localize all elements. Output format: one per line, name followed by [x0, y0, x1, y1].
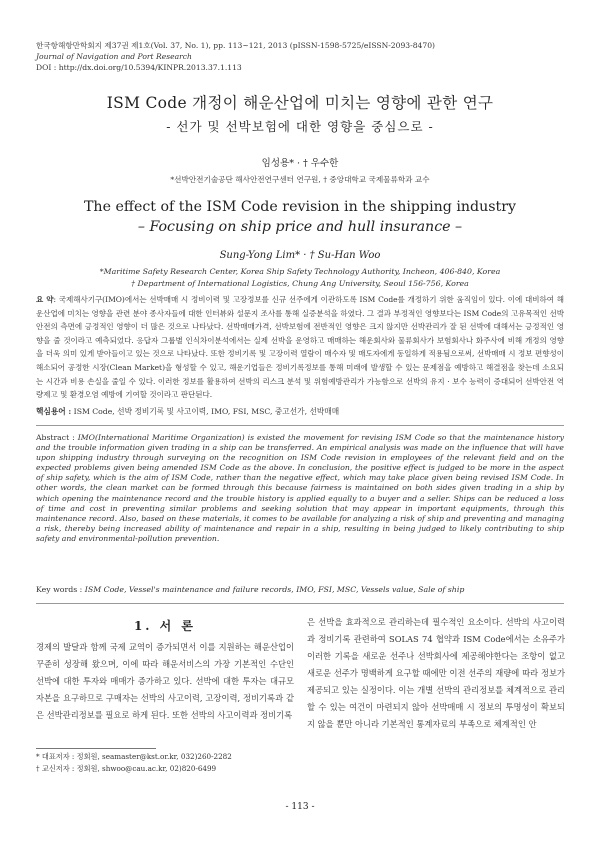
keywords-english [36, 585, 564, 594]
footnotes [36, 751, 232, 775]
footnote-corresponding: * 대표저자 : 정회원, seamaster@kst.or.kr, 032)260-2282 [36, 752, 232, 761]
keywords-korean-text: ISM Code, 선박 정비기록 및 사고이력, IMO, FSI, MSC, 중고선가, 선박매매 [71, 407, 340, 416]
page-number: - 113 - [285, 802, 315, 812]
keywords-english-label: Key words : [36, 585, 83, 594]
abstract-english-label: Abstract : [36, 433, 75, 442]
affiliations-korean: *선박안전기술공단 해사안전연구센터 연구원, † 중앙대학교 국제물류학과 교수 [170, 175, 430, 184]
footnote-divider [36, 748, 156, 749]
journal-header [36, 40, 435, 73]
abstract-korean-label: 요 약 [36, 295, 54, 304]
body-column-left: 경제의 발달과 함께 국제 교역이 증가되면서 이를 지원하는 해운산업이 꾸준히 성장해 왔으며, 이에 따라 해운서비스의 가장 기본적인 수단인 선박에 대한 투자와 매매가 증가하고 있다. 선박에 대한 투자는 대규모 자본을 요구하므로 구매자는 선박의 사고이력, 고장이력, 정비기록과 같은 선박관리정보를 필요로 하게 된다. 또한 선박의 사고이력과 정비기록 [36, 642, 294, 720]
keywords-english-text: ISM Code, Vessel's maintenance and failure records, IMO, FSI, MSC, Vessels value, Sale of ship [82, 585, 465, 594]
subtitle-korean: - 선가 및 선박보험에 대한 영향을 중심으로 - [166, 119, 434, 134]
keywords-korean [36, 406, 564, 417]
journal-name-en: Journal of Navigation and Port Research [36, 52, 192, 61]
doi-line: DOI : http://dx.doi.org/10.5394/KINPR.2013.37.1.113 [36, 63, 242, 72]
divider-top [36, 425, 564, 426]
subtitle-english: – Focusing on ship price and hull insurance – [137, 219, 463, 235]
authors-english: Sung-Yong Lim* · † Su-Han Woo [219, 250, 381, 261]
keywords-korean-label: 핵심용어 : [36, 407, 72, 416]
abstract-english [36, 433, 564, 544]
body-column-right: 은 선박을 효과적으로 관리하는데 필수적인 요소이다. 선박의 사고이력과 정비기록 관련하여 SOLAS 74 협약과 ISM Code에서는 소유주가 이러한 기록을 새로운 선주나 선박회사에 제공해야한다는 조항이 없고 새로운 선주가 명백하게 요구할 때에만 이전 선주의 재량에 따라 정보가 제공되고 있는 실정이다. 이는 개별 선박의 관리정보를 체계적으로 관리할 수 있는 여건이 마련되지 않아 선박매매 시 정보의 투명성이 확보되지 않을 뿐만 아니라 기본적인 통계자료의 부족으로 체계적인 안 [307, 617, 565, 729]
title-english: The effect of the ISM Code revision in the shipping industry [83, 199, 517, 215]
authors-korean: 임성용* · † 우수한 [261, 158, 339, 169]
abstract-korean [36, 293, 564, 402]
abstract-english-text: IMO(International Maritime Organization) is existed the movement for revising ISM Code so that the maintenance history and the trouble information given trading in a ship can be transferred. An empirical analysis was made on the influence that will have upon shipping industry through surveying on the recognition on ISM Code revision in employees of the relevant field and on the expected problems given being amended ISM Code as the above. In conclusion, the positive effect is judged to be more in the aspect of ship safety, which is the aim of ISM Code, rather than the negative effect, which may take place given being revised ISM Code. In other words, the clean market can be formed through this because fairness is maintained on both sides given trading in a ship by which opening the maintenance record and the trouble history is applied equally to a buyer and a seller. Ships can be reduced a loss of time and cost in preventing similar problems and seeking solution that may appear in important equipments, through this maintenance record. Also, based on these materials, it comes to be available for analyzing a risk of ship and preventing and managing a risk, thereby being increased ability of maintenance and repair in a ship, resulting in being judged to likely contributing to ship safety and environmental-pollution prevention. [36, 433, 564, 543]
affiliation-2: † Department of International Logistics, Chung Ang University, Seoul 156-756, Korea [131, 279, 469, 288]
section-heading: 1. 서 론 [133, 619, 197, 633]
journal-citation: 한국항해항만학회지 제37권 제1호(Vol. 37, No. 1), pp. 113~121, 2013 (pISSN-1598-5725/eISSN-2093-8470) [36, 41, 435, 50]
divider-bottom [36, 603, 564, 604]
footnote-correspondence: † 교신저자 : 정회원, shwoo@cau.ac.kr, 02)820-6499 [36, 764, 217, 773]
abstract-korean-text: : 국제해사기구(IMO)에서는 선박매매 시 정비이력 및 고장정보를 신규 선주에게 이관하도록 ISM Code를 개정하기 위한 움직임이 있다. 이에 대비하여 해운산업에 미치는 영향을 관련 분야 종사자들에 대한 인터뷰와 설문지 조사를 통해 실증분석을 하였다. 그 결과 부정적인 영향보다는 ISM Code의 고유목적인 선박안전의 측면에 긍정적인 영향이 더 많은 것으로 나타났다. 선박매매가격, 선박보험에 전반적인 영향은 크지 않지만 선박관리가 잘 된 선박에 대해서는 긍정적인 영향을 줄 것이라고 예측되었다. 응답자 그룹별 인식차이분석에서는 실제 선박을 운영하고 매매하는 해운회사와 물류회사가 보험회사나 화주사에 비해 개정의 영향을 더욱 의미 있게 받아들이고 있는 것으로 나타났다. 또한 정비기록 및 고장이력 열람이 매수자 및 매도자에게 동일하게 적용됨으로써, 선박매매 시 정보 편향성이 해소되어 공정한 시장(Clean Market)을 형성할 수 있고, 해운기업들은 정비기록정보를 통해 미래에 발생할 수 있는 문제점을 예방하고 해결점을 찾는데 소요되는 시간과 비용 손실을 줄일 수 있다. 이러한 정보를 활용하여 선박의 리스크 분석 및 위험예방관리가 가능함으로 선박의 유지 · 보수 능력이 증대되어 선박안전 역량제고 및 환경오염 예방에 기여할 것이라고 판단된다. [36, 295, 564, 400]
title-korean: ISM Code 개정이 해운산업에 미치는 영향에 관한 연구 [106, 94, 494, 112]
affiliation-1: *Maritime Safety Research Center, Korea Ship Safety Technology Authority, Incheon, 406-840, Korea [99, 267, 501, 276]
affiliations-english [0, 266, 600, 290]
